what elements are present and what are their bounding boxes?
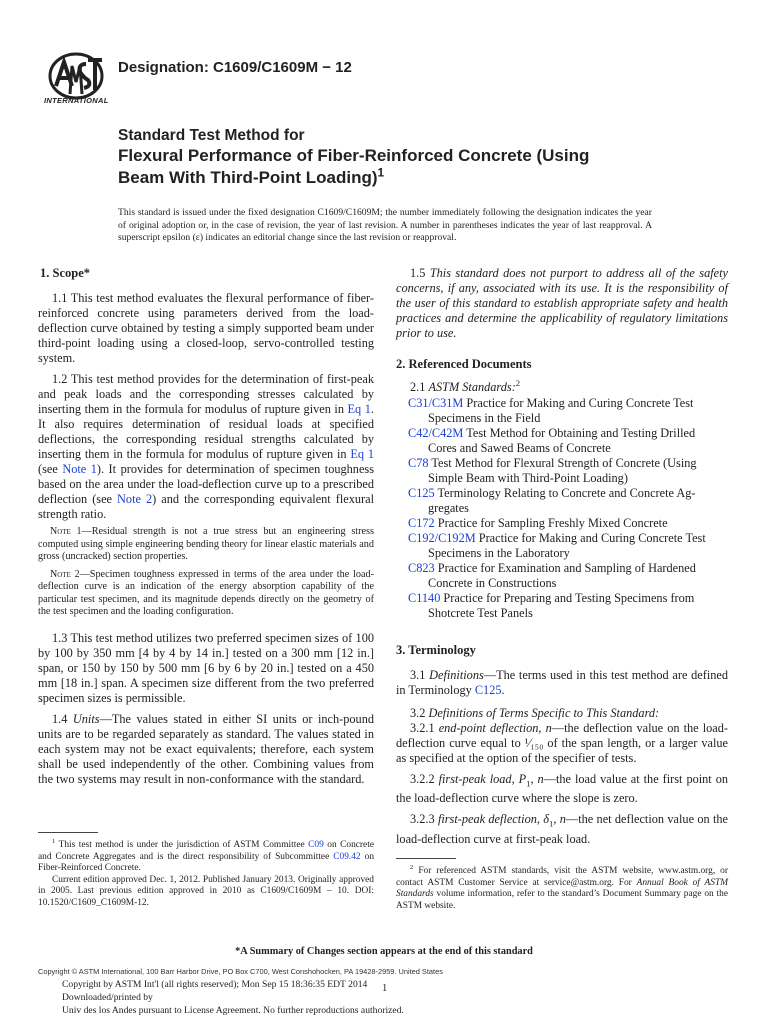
- footnote-1-text-a: This test method is under the jurisdiction of ASTM Committee: [58, 840, 309, 850]
- eq1-link-2[interactable]: Eq 1: [350, 447, 374, 461]
- reference-title-cont: gregates: [428, 501, 469, 515]
- note-1-text: —Residual strength is not a true stress but an engineering stress computed using simple engineering bending theory for linear elastic materials and gross (uncracked) section properties.: [38, 526, 374, 562]
- print-stamp-2: Downloaded/printed by: [62, 992, 153, 1003]
- reference-link-c78[interactable]: C78: [408, 456, 429, 470]
- section-1-4: [38, 712, 374, 787]
- reference-title-cont: Shotcrete Test Panels: [428, 606, 533, 620]
- note-1: [38, 526, 374, 564]
- section-1-2-text-e: ) and the corresponding equivalent flexural strength ratio.: [38, 492, 374, 521]
- section-1-3: 1.3 This test method utilizes two preferred specimen sizes of 100 by 100 by 350 mm [4 by 4 by 14 in.] tested on a 300 mm [12 in.] span, or 150 by 150 by 500 mm [6 by 6 by 20 in.] tested on a 450 mm [18 in.] span. A specimen size different from the two preferred specimen sizes is permissible.: [38, 630, 374, 705]
- section-1-2: [38, 372, 374, 522]
- eq1-link[interactable]: Eq 1: [347, 402, 371, 416]
- reference-item: [408, 516, 728, 531]
- footnote-1: [38, 837, 375, 909]
- reference-link-c31[interactable]: C31/C31M: [408, 396, 464, 410]
- section-3-2-1-term: end-point deflection, n: [438, 721, 552, 735]
- section-2-1-title: ASTM Standards:: [428, 380, 516, 394]
- summary-of-changes-note: *A Summary of Changes section appears at the end of this standard: [235, 946, 533, 957]
- reference-title: Test Method for Obtaining and Testing Drilled: [463, 426, 696, 440]
- section-3-2-title: Definitions of Terms Specific to This Standard:: [428, 706, 660, 720]
- footnote-1-para-2: Current edition approved Dec. 1, 2012. Published January 2013. Originally approved in 2005. Last previous edition approved in 2010 as C1609/C1609M – 10. DOI: 10.1520/C1609_C1609M-12.: [38, 874, 374, 908]
- section-3-2-1-number: 3.2.1: [410, 721, 439, 735]
- title-line-3-text: Beam With Third-Point Loading): [118, 168, 378, 187]
- footnote-2-italic: Annual Book of ASTM Standards: [396, 877, 728, 899]
- preamble: This standard is issued under the fixed designation C1609/C1609M; the number immediately following the designation indicates the year of original adoption or, in the case of revision, the year of last revision. A number in parentheses indicates the year of last reapproval. A superscript epsilon (ε) indicates an editorial change since the last revision or reapproval.: [118, 207, 652, 243]
- reference-title-cont: Specimens in the Field: [428, 411, 541, 425]
- section-3-1-end: .: [501, 683, 505, 697]
- reference-title: Test Method for Flexural Strength of Concrete (Using: [428, 456, 697, 470]
- print-stamp-3: Univ des los Andes pursuant to License Agreement. No further reproductions authorized.: [62, 1005, 404, 1016]
- title-line-1: Standard Test Method for: [118, 127, 305, 144]
- reference-list: [396, 396, 728, 621]
- scope-heading: 1. Scope*: [40, 266, 90, 280]
- section-3-1-text: —The terms used in this test method are defined in Terminology: [396, 668, 729, 697]
- reference-link-c172[interactable]: C172: [408, 516, 435, 530]
- section-3-2-2-text: —the load value at the first point on the load-deflection curve where the slope is zero.: [396, 772, 729, 806]
- reference-title-cont: Concrete in Constructions: [428, 576, 557, 590]
- section-1-5-text: This standard does not purport to address all of the safety concerns, if any, associated with its use. It is the responsibility of the user of this standard to establish appropriate safety and health practices and determine the applicability of regulatory limitations prior to use.: [396, 266, 728, 340]
- reference-item: [408, 456, 728, 486]
- section-3-2-3-number: 3.2.3: [410, 812, 438, 827]
- logo-subtext: INTERNATIONAL: [44, 96, 109, 105]
- reference-title: Practice for Preparing and Testing Specimens from: [440, 591, 695, 605]
- section-3-2-number: 3.2: [410, 706, 429, 720]
- section-1-4-title: Units: [72, 711, 100, 726]
- reference-item: [408, 426, 728, 456]
- reference-link-c192[interactable]: C192/C192M: [408, 531, 476, 545]
- left-column: [38, 266, 374, 787]
- section-3-2-2-term: first-peak load, P: [438, 772, 527, 786]
- subcommittee-c0942-link[interactable]: C09.42: [333, 851, 361, 862]
- terminology-heading: 3. Terminology: [396, 643, 476, 657]
- footnote-2: [396, 863, 728, 912]
- page-number: 1: [382, 983, 388, 994]
- designation: Designation: C1609/C1609M − 12: [118, 59, 352, 76]
- footnote-1-text-c: on Fiber-Reinforced Concrete.: [38, 851, 375, 873]
- reference-item: [408, 531, 728, 561]
- section-1-4-number: 1.4: [52, 711, 73, 726]
- committee-c09-link[interactable]: C09: [308, 840, 324, 850]
- section-2-1-footnote-ref: 2: [515, 377, 521, 388]
- section-1-2-text-a: 1.2 This test method provides for the determination of first-peak and peak loads and the corresponding stresses calculated by inserting them in the formula for modulus of rupture given in: [38, 372, 374, 416]
- section-3-2: [396, 706, 728, 721]
- reference-title: Practice for Making and Curing Concrete Test: [463, 396, 694, 410]
- copyright-line: Copyright © ASTM International, 100 Barr Harbor Drive, PO Box C700, West Conshohocken, PA 19428-2959. United States: [38, 967, 443, 976]
- reference-title: Practice for Sampling Freshly Mixed Concrete: [434, 516, 668, 530]
- section-3-2-3-text: —the net deflection value on the load-deflection curve at first-peak load.: [396, 812, 729, 846]
- section-3-2-3-term: first-peak deflection, δ: [437, 812, 550, 827]
- reference-link-c42[interactable]: C42/C42M: [408, 426, 464, 440]
- section-3-2-2-number: 3.2.2: [410, 772, 439, 786]
- reference-title-cont: Specimens in the Laboratory: [428, 546, 570, 560]
- footnote-rule-right: [396, 858, 456, 859]
- section-1-2-text-b: . It also requires determination of residual loads at specified deflections, the corresponding residual strengths calculated by inserting them in the formula for modulus of rupture given in: [38, 402, 374, 461]
- section-1-5: [396, 266, 728, 341]
- section-3-2-1: [396, 721, 728, 766]
- section-3-2-2-subscript: 1: [526, 778, 531, 789]
- section-2-1: [396, 377, 728, 395]
- section-3-2-1-text: —the deflection value on the load-deflection curve equal to ¹⁄₁₅₀ of the span length, or a larger value as specified at the option of the specifier of tests.: [396, 721, 729, 765]
- reference-link-c1140[interactable]: C1140: [408, 591, 441, 605]
- footnote-2-marker: 2: [410, 863, 414, 871]
- footnote-2-para: [396, 863, 728, 912]
- reference-item: [408, 396, 728, 426]
- reference-item: [408, 561, 728, 591]
- section-3-1: [396, 668, 728, 698]
- reference-title: Practice for Examination and Sampling of Hardened: [434, 561, 696, 575]
- section-3-2-2-term-pos: , n: [530, 772, 544, 786]
- footnote-1-para-1: [38, 837, 375, 875]
- right-column: [396, 266, 728, 847]
- section-3-2-2: [396, 772, 728, 806]
- document-title: [118, 126, 738, 189]
- section-3-1-number: 3.1: [410, 668, 430, 682]
- referenced-documents-heading: 2. Referenced Documents: [396, 357, 532, 371]
- reference-link-c823[interactable]: C823: [408, 561, 435, 575]
- reference-item: [408, 486, 728, 516]
- section-3-2-3: [396, 812, 728, 846]
- section-1-4-text: —The values stated in either SI units or inch-pound units are to be regarded separately as standard. The values stated in each system may not be exact equivalents; therefore, each system shall be used independently of the other. Combining values from the two systems may result in non-conformance with the standard.: [38, 711, 374, 786]
- footnote-2-text-b: volume information, refer to the standard’s Document Summary page on the ASTM website.: [396, 889, 728, 911]
- note-2: [38, 569, 374, 619]
- footnote-1-marker: 1: [52, 837, 56, 845]
- section-1-2-text-c: (see: [38, 462, 63, 476]
- footnote-1-text-b: on Concrete and Concrete Aggregates and is the direct responsibility of Subcommittee: [38, 840, 374, 862]
- reference-link-c125[interactable]: C125: [408, 486, 435, 500]
- section-2-1-number: 2.1: [410, 380, 429, 394]
- section-1-2-text-d: ). It provides for determination of specimen toughness based on the area under the load-deflection curve up to a prescribed deflection (see: [38, 462, 374, 506]
- section-3-2-3-subscript: 1: [549, 818, 554, 829]
- title-footnote-ref: 1: [377, 165, 385, 180]
- footnote-rule-left: [38, 832, 98, 833]
- reference-item: [408, 591, 728, 621]
- note-1-label: Note 1: [50, 526, 82, 537]
- note-2-label: Note 2: [50, 568, 80, 580]
- note1-link[interactable]: Note 1: [62, 462, 97, 476]
- terminology-c125-link[interactable]: C125: [474, 683, 502, 697]
- section-3-1-title: Definitions: [429, 668, 484, 682]
- section-3-2-3-term-pos: , n: [553, 812, 566, 827]
- note-2-text: —Specimen toughness expressed in terms of the area under the load-deflection curve is an indication of the energy absorption capability of the particular test specimen, and its magnitude depends directly on the geometry of the test specimen and the loading configuration.: [38, 568, 374, 617]
- astm-logo: [42, 52, 110, 108]
- title-line-2: Flexural Performance of Fiber-Reinforced Concrete (Using: [118, 146, 590, 165]
- reference-title-cont: Cores and Sawed Beams of Concrete: [428, 441, 611, 455]
- title-line-3: [118, 167, 738, 189]
- section-1-1: 1.1 This test method evaluates the flexural performance of fiber-reinforced concrete using parameters derived from the load-deflection curve obtained by testing a simply supported beam under third-point loading using a closed-loop, servo-controlled testing system.: [38, 291, 374, 365]
- print-stamp-1: Copyright by ASTM Int'l (all rights reserved); Mon Sep 15 18:36:35 EDT 2014: [62, 979, 368, 990]
- section-1-5-number: 1.5: [410, 266, 430, 280]
- footnote-2-text-a: For referenced ASTM standards, visit the ASTM website, www.astm.org, or contact ASTM Customer Service at service@astm.org. For: [396, 866, 728, 888]
- reference-title: Terminology Relating to Concrete and Concrete Ag-: [434, 486, 696, 500]
- reference-title: Practice for Making and Curing Concrete Test: [475, 531, 706, 545]
- note2-link[interactable]: Note 2: [117, 492, 153, 506]
- reference-title-cont: Simple Beam with Third-Point Loading): [428, 471, 628, 485]
